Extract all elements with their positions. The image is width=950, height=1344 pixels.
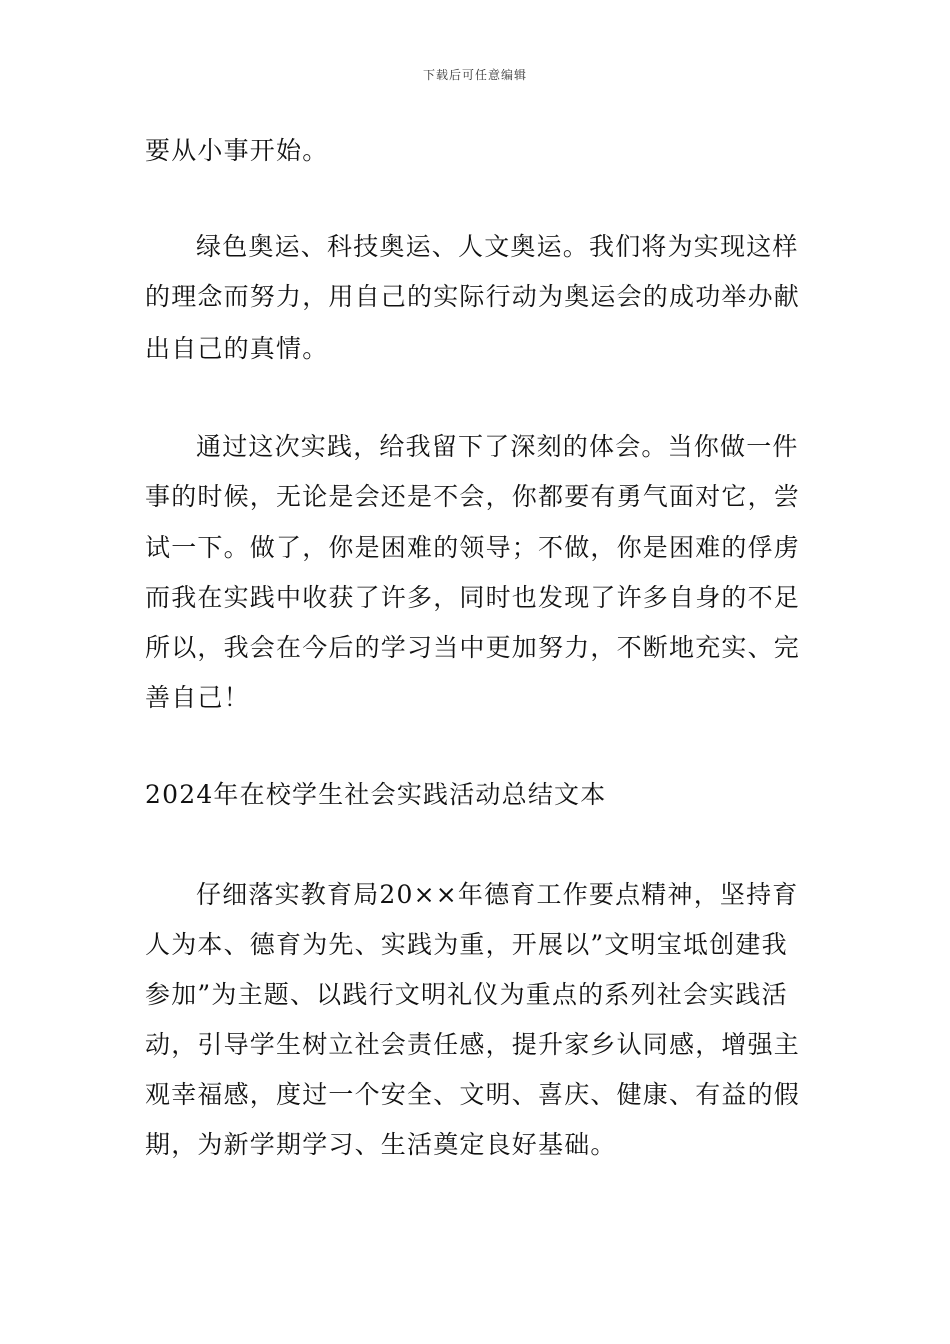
- text-line: 的理念而努力，用自己的实际行动为奥运会的成功举办献: [145, 282, 801, 311]
- text-line: 观幸福感，度过一个安全、文明、喜庆、健康、有益的假: [145, 1080, 801, 1109]
- text-line: 参加”为主题、以践行文明礼仪为重点的系列社会实践活: [145, 980, 788, 1009]
- text-line: 善自己！: [145, 683, 250, 712]
- text-line: 出自己的真情。: [145, 334, 329, 363]
- text-line: 动，引导学生树立社会责任感，提升家乡认同感，增强主: [145, 1030, 801, 1059]
- text-line: 试一下。做了，你是困难的领导；不做，你是困难的俘虏: [145, 533, 801, 562]
- page-header-note: 下载后可任意编辑: [422, 68, 527, 82]
- section-title: 2024年在校学生社会实践活动总结文本: [145, 780, 607, 809]
- text-line: 人为本、德育为先、实践为重，开展以”文明宝坻创建我: [145, 930, 788, 959]
- text-line: 绿色奥运、科技奥运、人文奥运。我们将为实现这样: [196, 232, 799, 261]
- text-line: 所以，我会在今后的学习当中更加努力，不断地充实、完: [145, 633, 801, 662]
- text-line: 仔细落实教育局20××年德育工作要点精神，坚持育: [196, 880, 799, 909]
- text-line: 期，为新学期学习、生活奠定良好基础。: [145, 1130, 617, 1159]
- text-line: 事的时候，无论是会还是不会，你都要有勇气面对它，尝: [145, 482, 801, 511]
- text-line: 通过这次实践，给我留下了深刻的体会。当你做一件: [196, 432, 799, 461]
- text-line: 而我在实践中收获了许多，同时也发现了许多自身的不足: [145, 583, 801, 612]
- text-line: 要从小事开始。: [145, 136, 329, 165]
